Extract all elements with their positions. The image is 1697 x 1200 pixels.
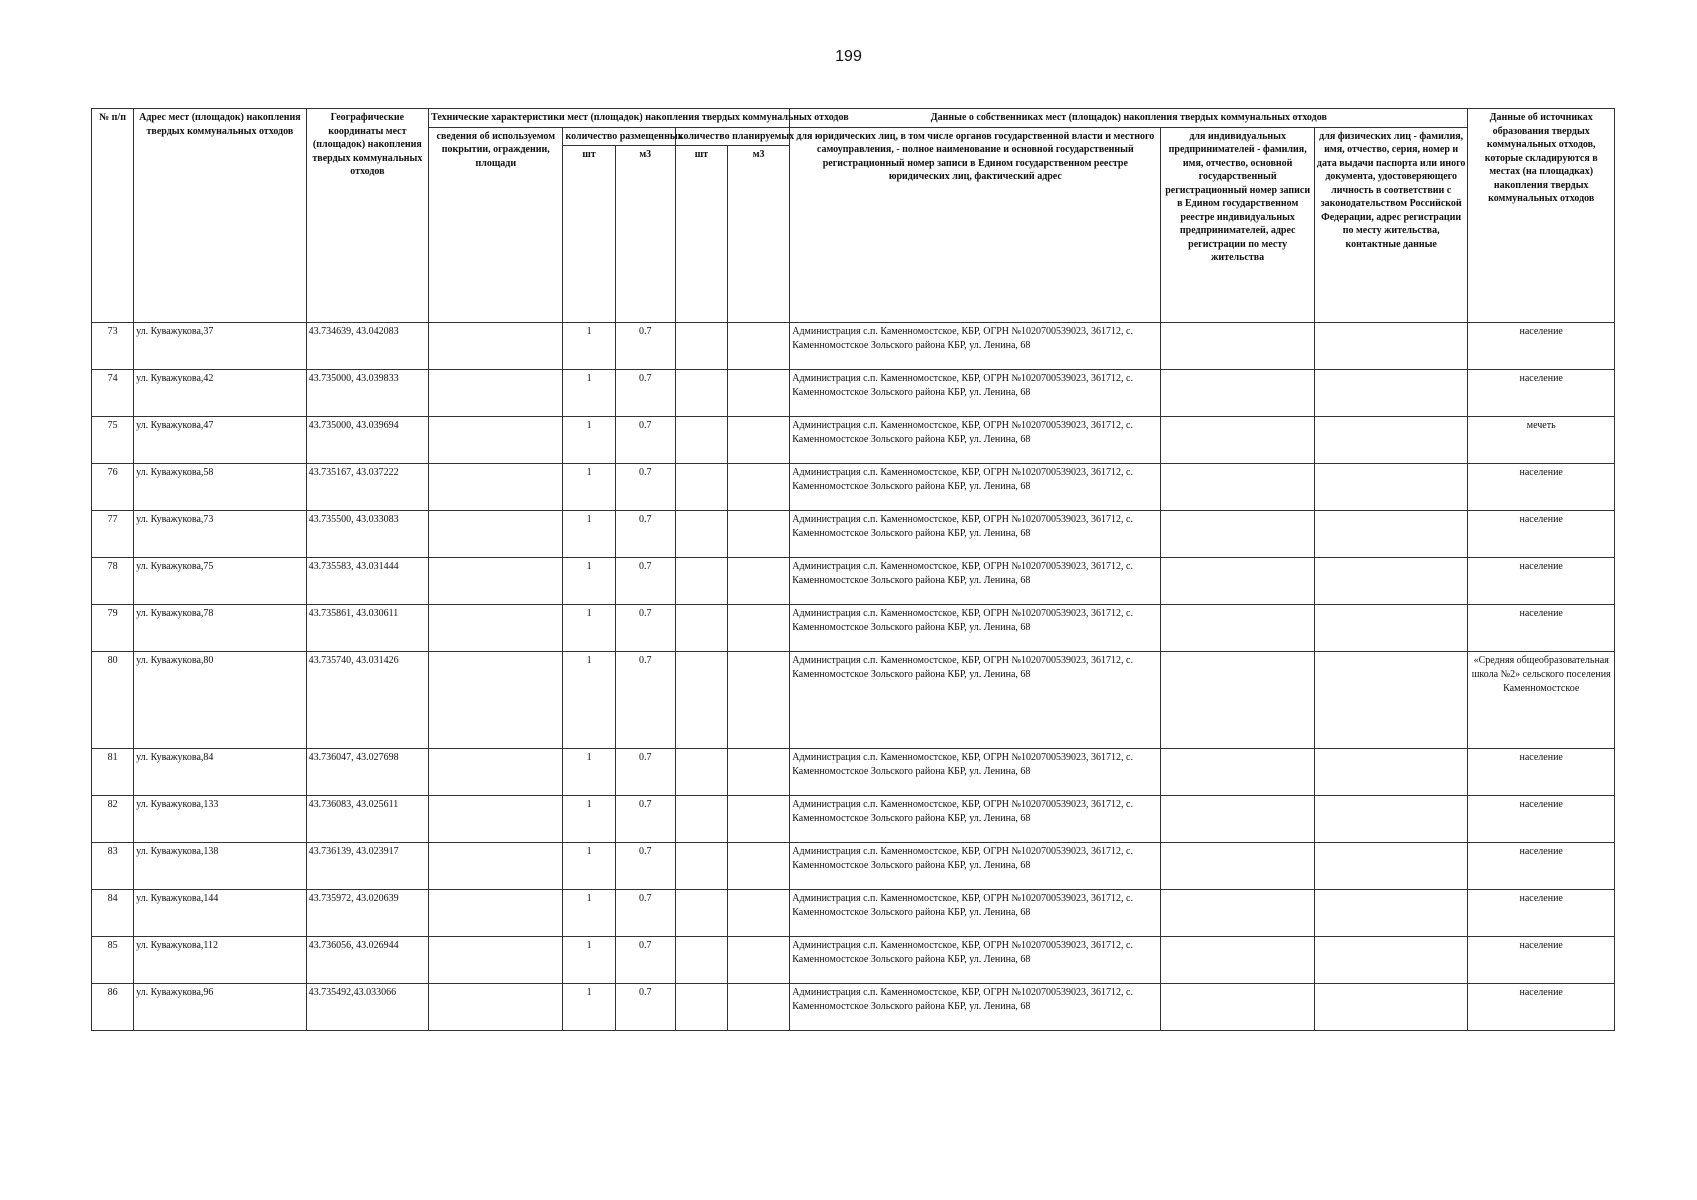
row-owner-person [1314, 464, 1468, 511]
row-owner-ip [1161, 796, 1314, 843]
row-owner-legal: Администрация с.п. Каменномостское, КБР, ОГРН №1020700539023, 361712, с. Каменномостское Зольского района КБР, ул. Ленина, 68 [790, 370, 1161, 417]
row-owner-legal: Администрация с.п. Каменномостское, КБР, ОГРН №1020700539023, 361712, с. Каменномостское Зольского района КБР, ул. Ленина, 68 [790, 796, 1161, 843]
row-plan-m3 [727, 605, 789, 652]
row-plan-m3 [727, 890, 789, 937]
row-address: ул. Куважукова,78 [134, 605, 307, 652]
row-num: 85 [92, 937, 134, 984]
row-owner-person [1314, 323, 1468, 370]
table-row [92, 370, 1615, 417]
row-owner-person [1314, 370, 1468, 417]
row-owner-legal: Администрация с.п. Каменномостское, КБР, ОГРН №1020700539023, 361712, с. Каменномостское Зольского района КБР, ул. Ленина, 68 [790, 323, 1161, 370]
table-header [92, 109, 1615, 323]
row-plan-m3 [727, 323, 789, 370]
row-surface [429, 984, 563, 1031]
row-plan-pcs [675, 937, 727, 984]
row-qty-m3: 0.7 [615, 370, 675, 417]
header-unit-m3: м3 [615, 146, 675, 323]
row-owner-legal: Администрация с.п. Каменномостское, КБР, ОГРН №1020700539023, 361712, с. Каменномостское Зольского района КБР, ул. Ленина, 68 [790, 749, 1161, 796]
row-coords: 43.735000, 43.039694 [306, 417, 428, 464]
row-owner-ip [1161, 749, 1314, 796]
row-address: ул. Куважукова,58 [134, 464, 307, 511]
row-source: население [1468, 843, 1615, 890]
row-plan-m3 [727, 464, 789, 511]
row-plan-pcs [675, 984, 727, 1031]
row-surface [429, 370, 563, 417]
row-address: ул. Куважукова,75 [134, 558, 307, 605]
row-plan-m3 [727, 370, 789, 417]
row-owner-person [1314, 890, 1468, 937]
row-owner-person [1314, 417, 1468, 464]
row-coords: 43.735500, 43.033083 [306, 511, 428, 558]
row-num: 74 [92, 370, 134, 417]
row-address: ул. Куважукова,42 [134, 370, 307, 417]
row-owner-ip [1161, 890, 1314, 937]
header-unit-pcs: шт [563, 146, 615, 323]
row-num: 73 [92, 323, 134, 370]
header-unit-pcs-planned: шт [675, 146, 727, 323]
row-coords: 43.735972, 43.020639 [306, 890, 428, 937]
row-qty-m3: 0.7 [615, 417, 675, 464]
row-owner-ip [1161, 464, 1314, 511]
row-owner-person [1314, 605, 1468, 652]
row-owner-person [1314, 796, 1468, 843]
row-address: ул. Куважукова,47 [134, 417, 307, 464]
row-num: 80 [92, 652, 134, 749]
row-qty-pcs: 1 [563, 796, 615, 843]
row-plan-m3 [727, 937, 789, 984]
row-plan-pcs [675, 652, 727, 749]
header-owners: Данные о собственниках мест (площадок) накопления твердых коммунальных отходов [790, 109, 1468, 128]
row-address: ул. Куважукова,73 [134, 511, 307, 558]
row-plan-pcs [675, 843, 727, 890]
row-owner-ip [1161, 984, 1314, 1031]
row-owner-legal: Администрация с.п. Каменномостское, КБР, ОГРН №1020700539023, 361712, с. Каменномостское Зольского района КБР, ул. Ленина, 68 [790, 652, 1161, 749]
row-qty-pcs: 1 [563, 464, 615, 511]
row-owner-ip [1161, 558, 1314, 605]
row-qty-m3: 0.7 [615, 511, 675, 558]
row-qty-m3: 0.7 [615, 323, 675, 370]
header-coords: Географические координаты мест (площадок) накопления твердых коммунальных отходов [306, 109, 428, 323]
row-surface [429, 843, 563, 890]
table-row [92, 605, 1615, 652]
row-plan-pcs [675, 749, 727, 796]
header-tech: Технические характеристики мест (площадок) накопления твердых коммунальных отходов [429, 109, 790, 128]
row-coords: 43.735492,43.033066 [306, 984, 428, 1031]
table-row [92, 984, 1615, 1031]
row-coords: 43.736047, 43.027698 [306, 749, 428, 796]
row-qty-pcs: 1 [563, 937, 615, 984]
waste-sites-table [91, 108, 1615, 1031]
row-plan-m3 [727, 843, 789, 890]
row-coords: 43.734639, 43.042083 [306, 323, 428, 370]
header-sources: Данные об источниках образования твердых коммунальных отходов, которые складируются в местах (на площадках) накопления твердых коммунальных отходов [1468, 109, 1615, 323]
row-qty-pcs: 1 [563, 558, 615, 605]
row-qty-pcs: 1 [563, 370, 615, 417]
row-coords: 43.736083, 43.025611 [306, 796, 428, 843]
row-plan-m3 [727, 796, 789, 843]
table-row [92, 323, 1615, 370]
row-owner-ip [1161, 652, 1314, 749]
row-source: население [1468, 323, 1615, 370]
header-qty-placed: количество размещенных [563, 127, 675, 146]
row-source: «Средняя общеобразовательная школа №2» сельского поселения Каменномостское [1468, 652, 1615, 749]
row-owner-ip [1161, 417, 1314, 464]
row-coords: 43.735861, 43.030611 [306, 605, 428, 652]
row-qty-m3: 0.7 [615, 843, 675, 890]
row-qty-m3: 0.7 [615, 796, 675, 843]
row-surface [429, 890, 563, 937]
row-owner-legal: Администрация с.п. Каменномостское, КБР, ОГРН №1020700539023, 361712, с. Каменномостское Зольского района КБР, ул. Ленина, 68 [790, 843, 1161, 890]
row-surface [429, 511, 563, 558]
row-plan-pcs [675, 464, 727, 511]
table-row [92, 464, 1615, 511]
row-source: население [1468, 511, 1615, 558]
row-coords: 43.736139, 43.023917 [306, 843, 428, 890]
row-qty-m3: 0.7 [615, 558, 675, 605]
table-row [92, 511, 1615, 558]
header-entrepreneurs: для индивидуальных предпринимателей - фамилия, имя, отчество, основной государственный регистрационный номер записи в Едином государственном реестре индивидуальных предпринимателей, адрес регистрации по месту жительства [1161, 127, 1314, 323]
row-source: население [1468, 464, 1615, 511]
row-qty-pcs: 1 [563, 323, 615, 370]
table-row [92, 937, 1615, 984]
row-source: мечеть [1468, 417, 1615, 464]
row-address: ул. Куважукова,144 [134, 890, 307, 937]
row-plan-m3 [727, 652, 789, 749]
row-surface [429, 558, 563, 605]
row-qty-m3: 0.7 [615, 605, 675, 652]
row-surface [429, 749, 563, 796]
row-address: ул. Куважукова,84 [134, 749, 307, 796]
row-owner-ip [1161, 323, 1314, 370]
row-plan-pcs [675, 605, 727, 652]
header-qty-planned: количество планируемых [675, 127, 789, 146]
row-owner-person [1314, 511, 1468, 558]
row-num: 77 [92, 511, 134, 558]
row-qty-pcs: 1 [563, 890, 615, 937]
row-plan-m3 [727, 749, 789, 796]
row-plan-m3 [727, 417, 789, 464]
row-num: 75 [92, 417, 134, 464]
row-owner-legal: Администрация с.п. Каменномостское, КБР, ОГРН №1020700539023, 361712, с. Каменномостское Зольского района КБР, ул. Ленина, 68 [790, 417, 1161, 464]
row-qty-m3: 0.7 [615, 464, 675, 511]
row-qty-m3: 0.7 [615, 652, 675, 749]
row-plan-pcs [675, 558, 727, 605]
row-qty-m3: 0.7 [615, 749, 675, 796]
row-plan-pcs [675, 417, 727, 464]
row-qty-pcs: 1 [563, 652, 615, 749]
row-owner-person [1314, 749, 1468, 796]
table-row [92, 749, 1615, 796]
row-owner-legal: Администрация с.п. Каменномостское, КБР, ОГРН №1020700539023, 361712, с. Каменномостское Зольского района КБР, ул. Ленина, 68 [790, 605, 1161, 652]
row-surface [429, 937, 563, 984]
row-num: 76 [92, 464, 134, 511]
header-address: Адрес мест (площадок) накопления твердых коммунальных отходов [134, 109, 307, 323]
row-num: 78 [92, 558, 134, 605]
row-source: население [1468, 749, 1615, 796]
row-num: 83 [92, 843, 134, 890]
row-surface [429, 796, 563, 843]
table-row [92, 558, 1615, 605]
row-address: ул. Куважукова,96 [134, 984, 307, 1031]
row-source: население [1468, 558, 1615, 605]
row-plan-m3 [727, 984, 789, 1031]
row-num: 79 [92, 605, 134, 652]
row-owner-legal: Администрация с.п. Каменномостское, КБР, ОГРН №1020700539023, 361712, с. Каменномостское Зольского района КБР, ул. Ленина, 68 [790, 558, 1161, 605]
row-coords: 43.735583, 43.031444 [306, 558, 428, 605]
row-coords: 43.736056, 43.026944 [306, 937, 428, 984]
row-owner-ip [1161, 370, 1314, 417]
row-plan-pcs [675, 890, 727, 937]
page-number: 199 [835, 48, 862, 65]
row-owner-legal: Администрация с.п. Каменномостское, КБР, ОГРН №1020700539023, 361712, с. Каменномостское Зольского района КБР, ул. Ленина, 68 [790, 984, 1161, 1031]
row-owner-legal: Администрация с.п. Каменномостское, КБР, ОГРН №1020700539023, 361712, с. Каменномостское Зольского района КБР, ул. Ленина, 68 [790, 937, 1161, 984]
row-source: население [1468, 984, 1615, 1031]
table-row [92, 652, 1615, 749]
header-unit-m3-planned: м3 [727, 146, 789, 323]
row-source: население [1468, 605, 1615, 652]
row-owner-ip [1161, 937, 1314, 984]
row-coords: 43.735000, 43.039833 [306, 370, 428, 417]
row-num: 84 [92, 890, 134, 937]
header-individuals: для физических лиц - фамилия, имя, отчество, серия, номер и дата выдачи паспорта или иного документа, удостоверяющего личность в соответствии с законодательством Российской Федерации, адрес регистрации по месту жительства, контактные данные [1314, 127, 1468, 323]
row-qty-pcs: 1 [563, 511, 615, 558]
row-owner-person [1314, 558, 1468, 605]
header-surface: сведения об используемом покрытии, ограждении, площади [429, 127, 563, 323]
row-qty-pcs: 1 [563, 417, 615, 464]
row-source: население [1468, 937, 1615, 984]
row-coords: 43.735167, 43.037222 [306, 464, 428, 511]
row-address: ул. Куважукова,80 [134, 652, 307, 749]
row-plan-pcs [675, 370, 727, 417]
row-qty-m3: 0.7 [615, 890, 675, 937]
row-plan-pcs [675, 511, 727, 558]
row-owner-ip [1161, 511, 1314, 558]
row-address: ул. Куважукова,138 [134, 843, 307, 890]
header-legal: для юридических лиц, в том числе органов государственной власти и местного самоуправления, - полное наименование и основной государственный регистрационный номер записи в Едином государственном реестре юридических лиц, фактический адрес [790, 127, 1161, 323]
row-num: 81 [92, 749, 134, 796]
row-qty-pcs: 1 [563, 843, 615, 890]
row-owner-legal: Администрация с.п. Каменномостское, КБР, ОГРН №1020700539023, 361712, с. Каменномостское Зольского района КБР, ул. Ленина, 68 [790, 511, 1161, 558]
row-surface [429, 464, 563, 511]
row-plan-m3 [727, 558, 789, 605]
header-num: № п/п [92, 109, 134, 323]
row-address: ул. Куважукова,133 [134, 796, 307, 843]
row-address: ул. Куважукова,112 [134, 937, 307, 984]
row-owner-ip [1161, 605, 1314, 652]
row-plan-pcs [675, 796, 727, 843]
row-surface [429, 417, 563, 464]
row-source: население [1468, 796, 1615, 843]
row-owner-person [1314, 984, 1468, 1031]
row-address: ул. Куважукова,37 [134, 323, 307, 370]
row-owner-person [1314, 652, 1468, 749]
row-owner-legal: Администрация с.п. Каменномостское, КБР, ОГРН №1020700539023, 361712, с. Каменномостское Зольского района КБР, ул. Ленина, 68 [790, 890, 1161, 937]
row-num: 82 [92, 796, 134, 843]
row-owner-person [1314, 843, 1468, 890]
row-qty-pcs: 1 [563, 984, 615, 1031]
row-owner-person [1314, 937, 1468, 984]
row-plan-pcs [675, 323, 727, 370]
row-surface [429, 652, 563, 749]
row-qty-m3: 0.7 [615, 984, 675, 1031]
table-row [92, 417, 1615, 464]
row-source: население [1468, 890, 1615, 937]
table-row [92, 796, 1615, 843]
row-coords: 43.735740, 43.031426 [306, 652, 428, 749]
row-owner-ip [1161, 843, 1314, 890]
row-source: население [1468, 370, 1615, 417]
row-plan-m3 [727, 511, 789, 558]
row-qty-pcs: 1 [563, 605, 615, 652]
row-qty-m3: 0.7 [615, 937, 675, 984]
table-row [92, 890, 1615, 937]
table-row [92, 843, 1615, 890]
row-surface [429, 323, 563, 370]
row-qty-pcs: 1 [563, 749, 615, 796]
row-owner-legal: Администрация с.п. Каменномостское, КБР, ОГРН №1020700539023, 361712, с. Каменномостское Зольского района КБР, ул. Ленина, 68 [790, 464, 1161, 511]
row-surface [429, 605, 563, 652]
row-num: 86 [92, 984, 134, 1031]
